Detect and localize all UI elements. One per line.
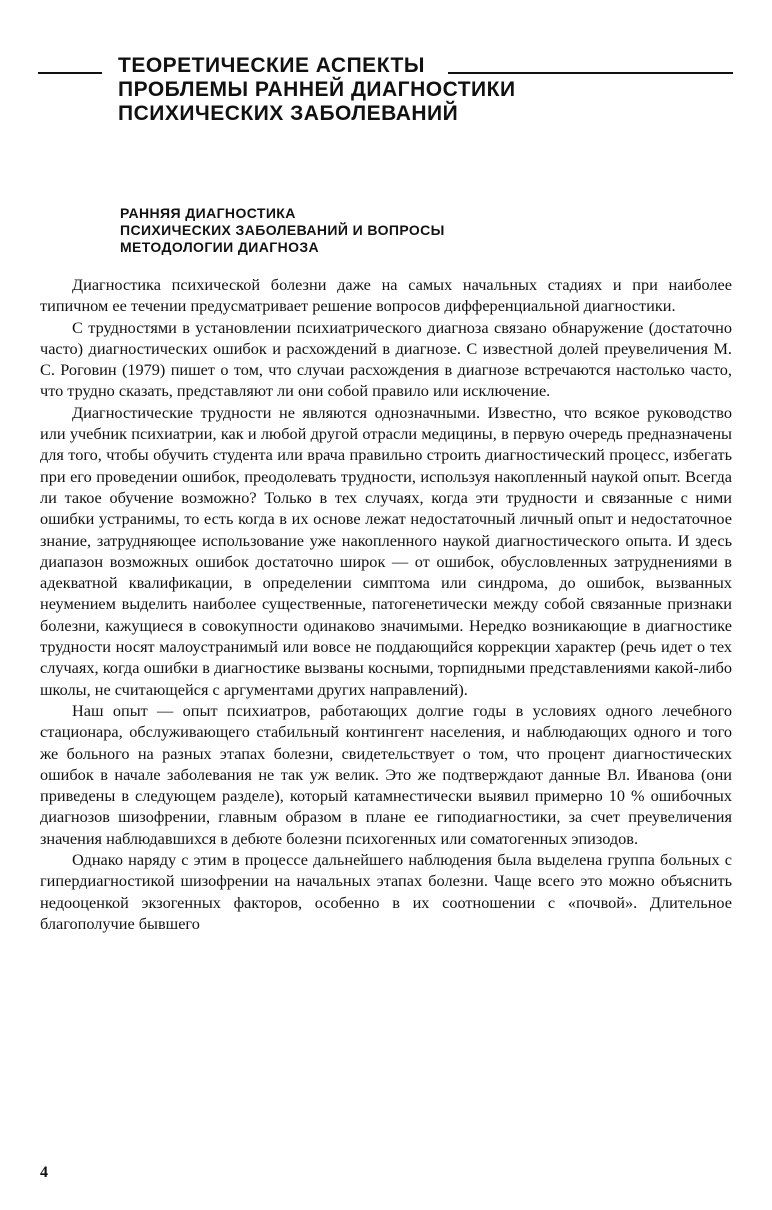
chapter-title <box>118 54 658 126</box>
chapter-title-line: ПРОБЛЕМЫ РАННЕЙ ДИАГНОСТИКИ <box>118 78 516 101</box>
chapter-title-line: ТЕОРЕТИЧЕСКИЕ АСПЕКТЫ <box>118 54 425 77</box>
section-title-line: МЕТОДОЛОГИИ ДИАГНОЗА <box>120 239 320 255</box>
chapter-rule-left <box>38 72 102 74</box>
section-title <box>120 205 580 256</box>
chapter-title-line: ПСИХИЧЕСКИХ ЗАБОЛЕВАНИЙ <box>118 102 459 125</box>
paragraph: С трудностями в установлении психиатрического диагноза связано обнаружение (достаточно часто) диагностических ошибок и расхождений в диагнозе. С известной долей преувеличения М. С. Роговин (1979) пишет о том, что случаи расхождения в диагнозе встречаются настолько часто, что трудно сказать, представляют ли они собой правило или исключение. <box>40 317 732 401</box>
section-title-line: РАННЯЯ ДИАГНОСТИКА <box>120 205 296 221</box>
paragraph: Диагностика психической болезни даже на самых начальных стадиях и при наиболее типичном ее течении предусматривает решение вопросов дифференциальной диагностики. <box>40 275 732 316</box>
paragraph: Однако наряду с этим в процессе дальнейшего наблюдения была выделена группа больных с гипердиагностикой шизофрении на начальных этапах болезни. Чаще всего это можно объяснить недооценкой экзогенных факторов, особенно в их соотношении с «почвой». Длительное благополучие бывшего <box>40 850 732 933</box>
page-number: 4 <box>40 1164 48 1181</box>
body-text <box>40 274 732 934</box>
paragraph: Наш опыт — опыт психиатров, работающих долгие годы в условиях одного лечебного стационара, обслуживающего стабильный контингент населения, и наблюдающих одного и того же больного на разных этапах болезни, свидетельствует о том, что процент диагностических ошибок в начале заболевания не так уж велик. Это же подтверждают данные Вл. Иванова (они приведены в следующем разделе), который катамнестически выявил примерно 10 % ошибочных диагнозов шизофрении, главным образом в плане ее гиподиагностики, за счет преувеличения значения наблюдавшихся в дебюте болезни психогенных или соматогенных эпизодов. <box>40 700 732 848</box>
paragraph: Диагностические трудности не являются однозначными. Известно, что всякое руководство или учебник психиатрии, как и любой другой отрасли медицины, в первую очередь предназначены для того, чтобы обучить студента или врача правильно строить диагностический процесс, избегать при его проведении ошибок, преодолевать трудности, используя накопленный наукой опыт. Всегда ли такое обучение возможно? Только в тех случаях, когда эти трудности и связанные с ними ошибки устранимы, то есть когда в их основе лежат недостаточный личный опыт и недостаточное знание, затрудняющее использование уже накопленного наукой диагностического опыта. И здесь диапазон возможных ошибок достаточно широк — от ошибок, обусловленных затруднениями в адекватной квалификации, в определении симптома или синдрома, до ошибок, вызванных неумением выделить наиболее существенные, патогенетически между собой связанные признаки болезни, кажущиеся в совокупности одинаково значимыми. Нередко возникающие в диагностике трудности носят малоустранимый или вовсе не поддающийся коррекции характер (речь идет о тех случаях, когда ошибки в диагностике вызваны косными, торпидными представлениями какой-либо школы, не считающейся с аргументами других направлений). <box>40 402 732 699</box>
section-title-line: ПСИХИЧЕСКИХ ЗАБОЛЕВАНИЙ И ВОПРОСЫ <box>120 222 445 238</box>
